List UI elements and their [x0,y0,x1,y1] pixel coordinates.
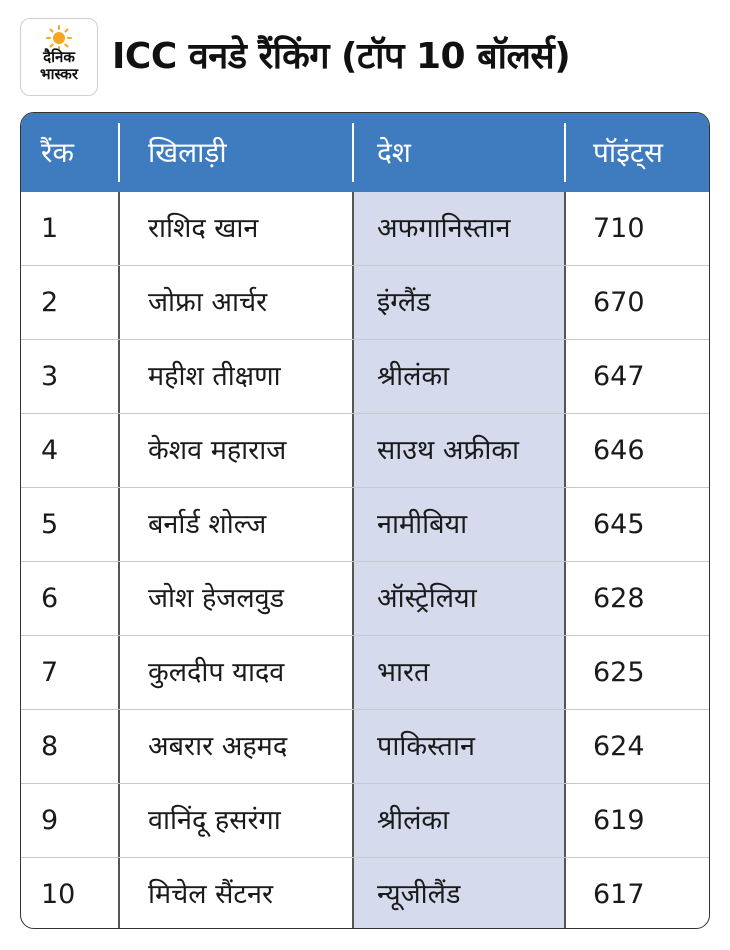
points-cell: 645 [593,509,645,540]
points-cell: 628 [593,583,645,614]
player-cell: अबरार अहमद [148,731,288,762]
country-cell: श्रीलंका [377,361,450,392]
points-cell: 710 [593,213,645,244]
country-cell: न्यूजीलैंड [377,879,461,910]
points-cell: 625 [593,657,645,688]
rank-cell: 10 [41,879,76,910]
player-cell: जोश हेजलवुड [148,583,285,614]
table-row [21,858,709,929]
player-cell: मिचेल सैंटनर [148,879,274,910]
table-row [21,784,709,858]
points-cell: 624 [593,731,645,762]
table-row [21,636,709,710]
rank-cell: 4 [41,435,59,466]
player-cell: राशिद खान [148,213,259,244]
brand-line1: दैनिक [43,48,75,66]
player-cell: बर्नार्ड शोल्ज [148,509,267,540]
points-cell: 646 [593,435,645,466]
header [20,18,710,100]
country-cell: इंग्लैंड [377,287,431,318]
table-row [21,414,709,488]
rankings-table [20,112,710,929]
player-cell: महीश तीक्षणा [148,361,281,392]
table-row [21,266,709,340]
table-row [21,488,709,562]
country-cell: पाकिस्तान [377,731,475,762]
header-points: पॉइंट्स [593,136,663,169]
header-player: खिलाड़ी [148,136,227,169]
country-cell: भारत [377,657,430,688]
header-divider [352,123,354,182]
country-cell: अफगानिस्तान [377,213,511,244]
player-cell: कुलदीप यादव [148,657,285,688]
brand-logo [20,18,98,96]
points-cell: 647 [593,361,645,392]
brand-line2: भास्कर [40,65,78,83]
header-country: देश [377,136,411,169]
rank-cell: 7 [41,657,59,688]
table-row [21,192,709,266]
rank-cell: 9 [41,805,59,836]
rank-cell: 8 [41,731,59,762]
country-cell: साउथ अफ्रीका [377,435,520,466]
country-cell: नामीबिया [377,509,468,540]
rank-cell: 5 [41,509,59,540]
player-cell: जोफ्रा आर्चर [148,287,268,318]
header-rank: रैंक [41,136,74,169]
page-title: ICC वनडे रैंकिंग (टॉप 10 बॉलर्स) [112,36,571,77]
rank-cell: 1 [41,213,59,244]
rank-cell: 3 [41,361,59,392]
rank-cell: 2 [41,287,59,318]
points-cell: 617 [593,879,645,910]
country-cell: श्रीलंका [377,805,450,836]
points-cell: 670 [593,287,645,318]
rank-cell: 6 [41,583,59,614]
table-row [21,340,709,414]
table-header [21,113,709,192]
player-cell: वानिंदू हसरंगा [148,805,281,836]
points-cell: 619 [593,805,645,836]
player-cell: केशव महाराज [148,435,287,466]
table-row [21,710,709,784]
header-divider [118,123,120,182]
table-row [21,562,709,636]
country-cell: ऑस्ट्रेलिया [377,583,477,614]
header-divider [564,123,566,182]
